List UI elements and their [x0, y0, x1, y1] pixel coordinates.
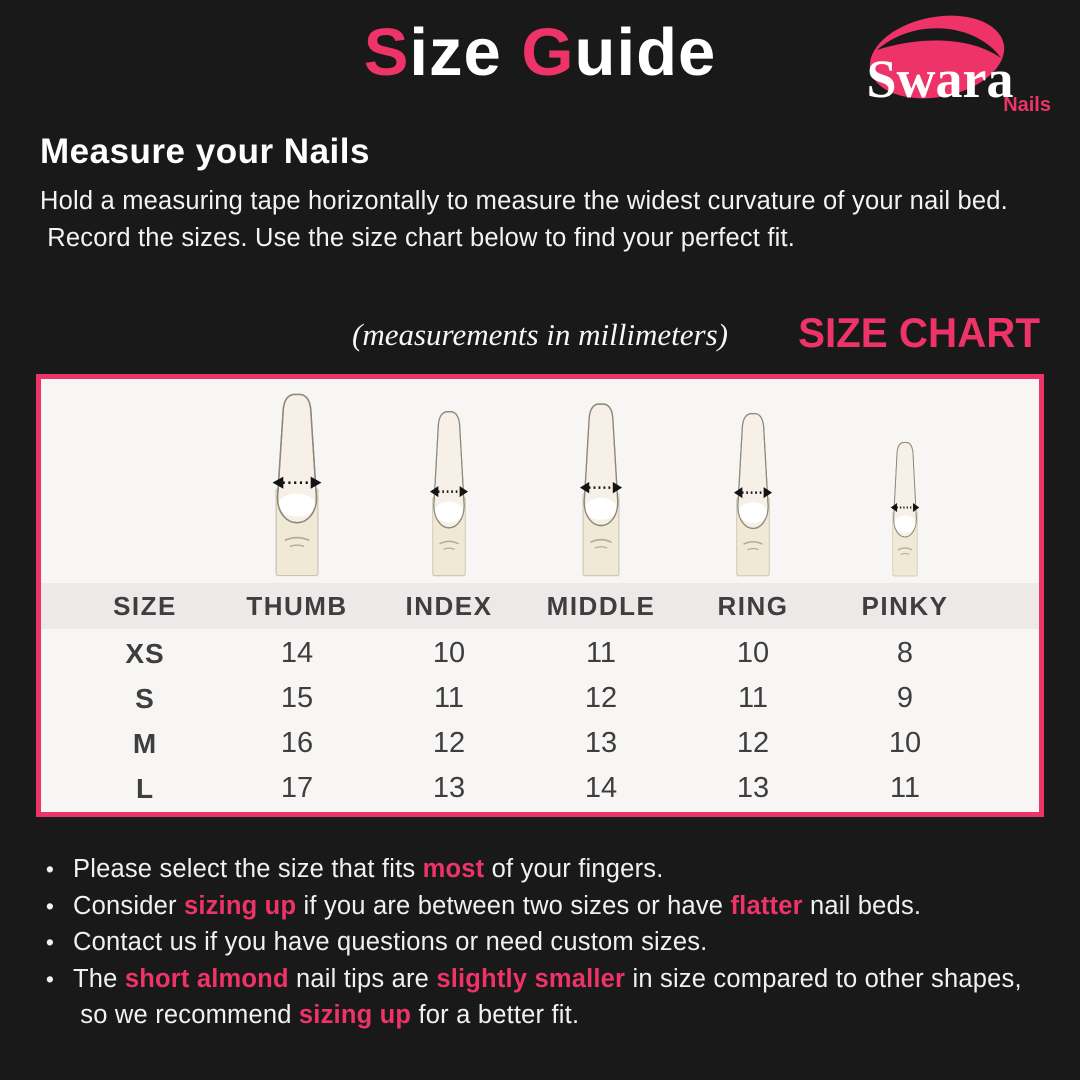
size-value: 14 — [280, 637, 314, 669]
column-header-index: INDEX — [405, 590, 493, 621]
page-title: Size Guide — [363, 15, 717, 90]
size-row-l — [69, 766, 981, 811]
note-item — [44, 961, 1050, 1034]
size-chart-table — [69, 631, 981, 811]
table-body-area — [41, 629, 1039, 811]
finger-cell-index — [373, 405, 525, 577]
bullet-icon: • — [45, 856, 55, 882]
size-value: 12 — [736, 727, 770, 759]
size-value: 16 — [280, 727, 314, 759]
size-value: 10 — [432, 637, 466, 669]
bullet-icon: • — [45, 929, 55, 955]
size-row-xs — [69, 631, 981, 676]
fit-notes-list — [44, 851, 1050, 1034]
note-item — [44, 888, 1050, 925]
column-header-middle: MIDDLE — [546, 590, 656, 621]
size-value: 13 — [432, 772, 466, 804]
note-text: The short almond nail tips are slightly smaller in size compared to other shapes, so we recommend sizing up for a better fit. — [73, 964, 1022, 1029]
note-item — [44, 851, 1050, 888]
middle-nail-illustration — [570, 397, 632, 577]
size-value: 15 — [280, 682, 314, 714]
measure-line2: Record the sizes. Use the size chart below to find your perfect fit. — [40, 224, 796, 252]
finger-cell-thumb — [221, 387, 373, 577]
note-text: Consider sizing up if you are between two sizes or have flatter nail beds. — [73, 891, 922, 920]
bullet-icon: • — [45, 965, 55, 992]
measure-line1: Hold a measuring tape horizontally to measure the widest curvature of your nail bed. — [40, 187, 1008, 215]
size-value: 8 — [896, 637, 914, 669]
measure-instructions — [40, 132, 1052, 257]
size-value: 11 — [889, 772, 921, 804]
table-header-band — [41, 583, 1039, 629]
size-value: 12 — [584, 682, 618, 714]
size-label: XS — [125, 637, 165, 669]
size-value: 17 — [280, 772, 314, 804]
size-value: 11 — [737, 682, 769, 714]
measurement-unit-note: (measurements in millimeters) — [352, 317, 728, 352]
finger-cell-pinky — [829, 437, 981, 577]
size-value: 14 — [584, 772, 618, 804]
size-label: S — [135, 682, 155, 714]
size-label: M — [132, 727, 158, 759]
finger-illustrations-row — [41, 379, 1039, 583]
size-row-s — [69, 676, 981, 721]
header-row — [69, 583, 981, 629]
finger-cell-middle — [525, 397, 677, 577]
thumb-nail-illustration — [261, 387, 333, 577]
size-chart-title: SIZE CHART — [798, 309, 1040, 356]
size-value: 10 — [888, 727, 922, 759]
column-header-size: SIZE — [113, 590, 177, 621]
finger-cell-ring — [677, 407, 829, 577]
size-chart-panel — [36, 374, 1044, 817]
column-header-thumb: THUMB — [246, 590, 348, 621]
brand-subtitle: Nails — [1003, 94, 1051, 116]
size-value: 11 — [585, 637, 617, 669]
size-label: L — [135, 772, 155, 804]
brand-name: Swara — [866, 49, 1014, 109]
note-item — [44, 924, 1050, 961]
column-header-ring: RING — [717, 590, 789, 621]
index-nail-illustration — [421, 405, 477, 577]
bullet-icon: • — [45, 892, 55, 919]
pinky-nail-illustration — [884, 437, 926, 577]
size-value: 10 — [736, 637, 770, 669]
note-text: Please select the size that fits most of your fingers. — [73, 855, 664, 883]
brand-logo-graphic — [853, 10, 1058, 125]
measure-heading: Measure your Nails — [40, 132, 370, 171]
ring-nail-illustration — [725, 407, 781, 577]
note-text: Contact us if you have questions or need custom sizes. — [73, 928, 708, 956]
size-value: 12 — [432, 727, 466, 759]
size-row-m — [69, 721, 981, 766]
size-value: 13 — [584, 727, 618, 759]
size-chart-header-table — [69, 583, 981, 629]
size-value: 13 — [736, 772, 770, 804]
brand-logo — [853, 10, 1058, 125]
column-header-pinky: PINKY — [861, 590, 949, 621]
size-value: 11 — [433, 682, 465, 714]
size-value: 9 — [896, 682, 914, 714]
